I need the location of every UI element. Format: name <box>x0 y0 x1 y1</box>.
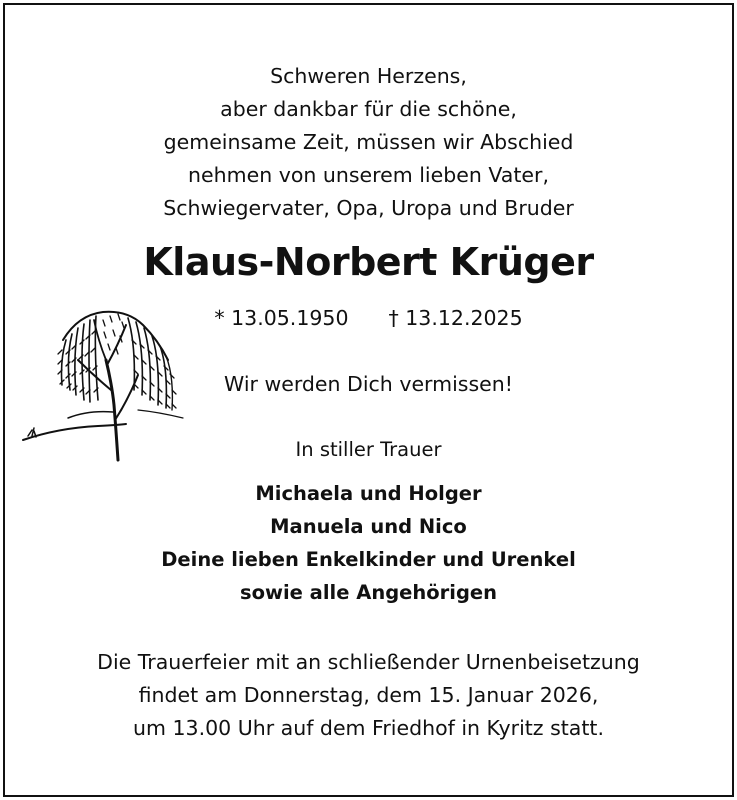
mourner-line: Deine lieben Enkelkinder und Urenkel <box>161 548 576 571</box>
farewell-text: Wir werden Dich vermissen! <box>224 372 513 396</box>
mourner-line: sowie alle Angehörigen <box>239 581 498 604</box>
mourner-line: Michaela und Holger <box>255 482 482 505</box>
ceremony-line: um 13.00 Uhr auf dem Friedhof in Kyritz statt. <box>133 716 604 740</box>
mourners-list <box>0 477 737 609</box>
intro-line: Schweren Herzens, <box>270 64 467 88</box>
death-date: † 13.12.2025 <box>388 306 523 330</box>
intro-line: Schwiegervater, Opa, Uropa und Bruder <box>163 196 574 220</box>
intro-text <box>0 60 737 225</box>
birth-date: * 13.05.1950 <box>214 306 349 330</box>
mourner-line: Manuela und Nico <box>270 515 467 538</box>
intro-line: gemeinsame Zeit, müssen wir Abschied <box>163 130 574 154</box>
deceased-name: Klaus-Norbert Krüger <box>143 240 594 284</box>
intro-line: nehmen von unserem lieben Vater, <box>188 163 549 187</box>
ceremony-line: Die Trauerfeier mit an schließender Urnenbeisetzung <box>97 650 640 674</box>
ceremony-line: findet am Donnerstag, dem 15. Januar 2026, <box>138 683 599 707</box>
ceremony-info <box>0 646 737 745</box>
intro-line: aber dankbar für die schöne, <box>220 97 517 121</box>
mourning-label: In stiller Trauer <box>295 438 442 461</box>
